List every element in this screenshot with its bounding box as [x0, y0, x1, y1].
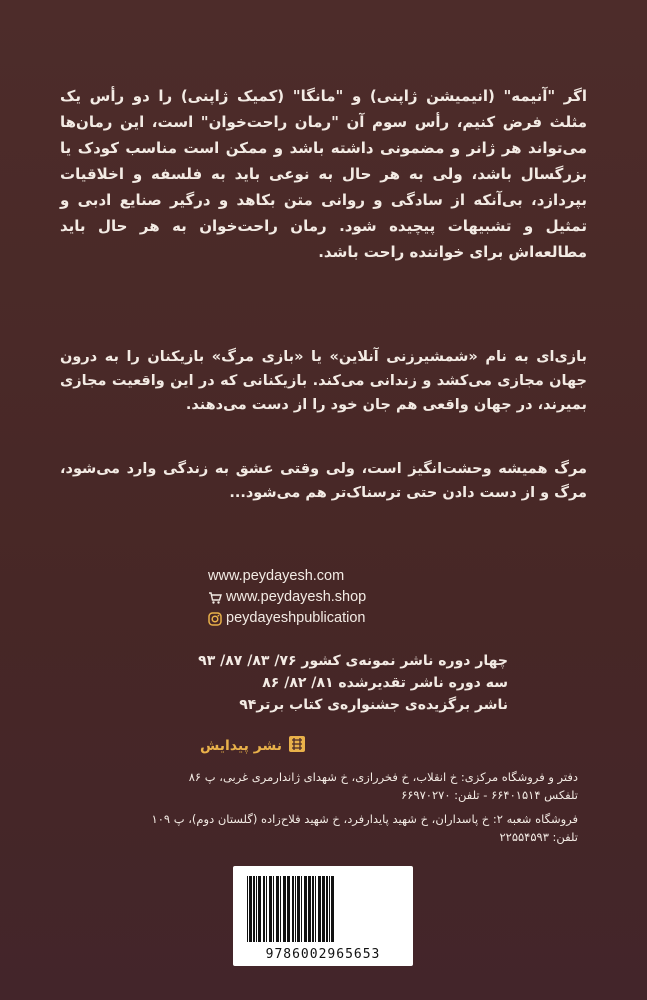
address-line-3: فروشگاه شعبه ۲: خ پاسداران، خ شهید پایدارفرد، خ شهید فلاح‌زاده (گلستان دوم)، پ ۱۰۹: [151, 812, 578, 826]
address-line-2: تلفکس ۶۶۴۰۱۵۱۴ - تلفن: ۶۶۹۷۰۲۷۰: [401, 788, 578, 802]
address-line-4: تلفن: ۲۲۵۵۴۵۹۳: [499, 830, 578, 844]
publisher-name: نشر پیدایش: [200, 738, 282, 754]
award-line-1: چهار دوره ناشر نمونه‌ی کشور ۷۶/ ۸۳/ ۸۷/ ۹۳: [198, 653, 508, 669]
website-link[interactable]: [208, 566, 438, 587]
shop-link[interactable]: [208, 587, 438, 608]
publisher-brand: [200, 735, 380, 757]
blurb-paragraph-1: اگر "آنیمه" (انیمیشن ژاپنی) و "مانگا" (کمیک ژاپنی) را دو رأس یک مثلث فرض کنیم، رأس سوم آن "رمان راحت‌خوان" است، این رمان‌ها می‌تواند هر ژانر و مضمونی داشته باشد و ممکن است مناسب کودک یا بزرگسال باشد، ولی به هر حال به نوعی باید به فلسفه و اخلاقیات بپردازد، بی‌آنکه از سادگی و روانی متن بکاهد و درگیر صنایع ادبی و تمثیل و تشبیهات پیچیده شود. رمان راحت‌خوان به هر حال باید مطالعه‌اش برای خواننده راحت باشد.: [60, 87, 587, 261]
address-line-1: دفتر و فروشگاه مرکزی: خ انقلاب، خ فخررازی، خ شهدای ژاندارمری غربی، پ ۸۶: [188, 770, 578, 784]
instagram-icon: [208, 612, 222, 626]
blurb-paragraph-2: بازی‌ای به نام «شمشیرزنی آنلاین» یا «بازی مرگ» بازیکنان را به درون جهان مجازی می‌کشد و زندانی می‌کند. بازیکنانی که در این واقعیت مجازی بمیرند، در جهان واقعی هم جان خود را از دست می‌دهند.: [60, 348, 587, 413]
instagram-link[interactable]: [208, 608, 438, 629]
isbn-number: 9786002965653: [265, 947, 381, 962]
shop-text: www.peydayesh.shop: [226, 589, 367, 605]
award-line-3: ناشر برگزیده‌ی جشنواره‌ی کتاب برتر۹۴: [239, 697, 508, 713]
blurb-paragraph-3: مرگ همیشه وحشت‌انگیز است، ولی وقتی عشق به زندگی وارد می‌شود، مرگ و از دست دادن حتی ترسناک‌تر هم می‌شود...: [60, 460, 587, 501]
shopping-cart-icon: [208, 591, 222, 605]
publisher-logo-icon: [288, 735, 306, 757]
instagram-text: peydayeshpublication: [226, 610, 366, 626]
publisher-address: [68, 768, 578, 846]
award-line-2: سه دوره ناشر تقدیرشده ۸۱/ ۸۲/ ۸۶: [262, 675, 508, 691]
barcode-bars: [243, 876, 403, 942]
website-text: www.peydayesh.com: [208, 568, 345, 584]
publisher-awards: [140, 650, 508, 716]
publisher-links: [208, 566, 438, 629]
isbn-barcode: [233, 866, 413, 966]
